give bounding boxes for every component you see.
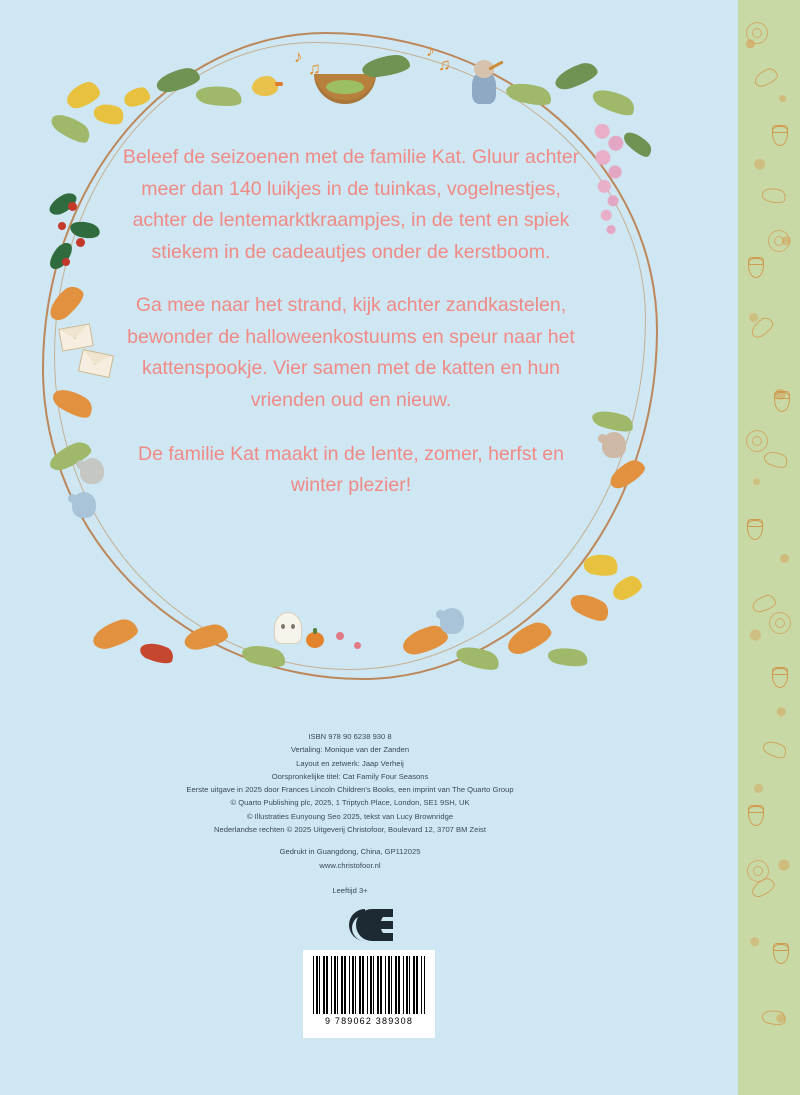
- colophon-group-printing: [100, 845, 600, 872]
- blurb-paragraph-1: Beleef de seizoenen met de familie Kat. Gluur achter meer dan 140 luikjes in de tuinkas, vogelnestjes, achter de lentemarktkraampjes, in de tent en spiek stiekem in de cadeautjes onder de kerstboom.: [122, 146, 580, 263]
- berry-icon: [62, 258, 70, 266]
- colophon-line-printed-in: Gedrukt in Guangdong, China, GP112025: [279, 847, 421, 857]
- oak-leaf-icon: [90, 616, 141, 652]
- heart-icon: [336, 632, 344, 640]
- barcode-digits: 9 789062 389308: [324, 1016, 414, 1026]
- blurb-paragraph-2: Ga mee naar het strand, kijk achter zandkastelen, bewonder de halloweenkostuums en speur naar het kattenspookje. Vier samen met de katten en hun vrienden oud en nieuw.: [127, 294, 575, 412]
- ghost-costume-icon: [274, 612, 302, 644]
- colophon-group-publication: [100, 730, 600, 836]
- age-rating-label: Leeftijd 3+: [332, 886, 368, 895]
- colophon-line-quarto-copyright: © Quarto Publishing plc, 2025, 1 Triptych Place, London, SE1 9SH, UK: [230, 798, 470, 808]
- mouse-icon: [72, 492, 96, 518]
- oak-leaf-icon: [567, 587, 613, 626]
- pumpkin-icon: [306, 632, 324, 648]
- music-notes-icon: ♫: [438, 55, 451, 74]
- leaf-icon: [621, 127, 655, 161]
- colophon-line-dutch-rights: Nederlandse rechten © 2025 Uitgeverij Christofoor, Boulevard 12, 3707 BM Zeist: [214, 824, 486, 834]
- leaf-icon: [552, 60, 600, 93]
- flower-icon: [123, 86, 151, 107]
- leaf-icon: [547, 644, 590, 670]
- mouse-with-flute-icon: [470, 60, 498, 104]
- berry-icon: [58, 222, 66, 230]
- colophon-line-translation: Vertaling: Monique van der Zanden: [290, 745, 410, 755]
- colophon-line-website[interactable]: www.christofoor.nl: [319, 860, 381, 870]
- colophon-line-isbn: ISBN 978 90 6238 930 8: [308, 732, 392, 741]
- music-notes-icon: ♪: [426, 41, 435, 60]
- colophon-line-original-title: Oorspronkelijke titel: Cat Family Four Seasons: [271, 771, 429, 781]
- mouse-icon: [602, 432, 626, 458]
- swirl-icon: [746, 430, 768, 452]
- swirl-icon: [769, 612, 791, 634]
- yellow-bird-icon: [252, 76, 278, 96]
- leaf-icon: [590, 83, 638, 120]
- ce-mark-icon: [341, 905, 399, 945]
- mouse-icon: [440, 608, 464, 634]
- spine-pattern: [738, 0, 800, 1095]
- berry-icon: [76, 238, 85, 247]
- flower-icon: [91, 99, 126, 129]
- heart-icon: [354, 642, 361, 649]
- spine-strip: [738, 0, 800, 1095]
- colophon-line-layout: Layout en zetwerk: Jaap Verheij: [296, 758, 404, 768]
- flower-icon: [609, 573, 644, 602]
- colophon: [100, 730, 600, 872]
- back-cover-blurb: [120, 142, 582, 502]
- leaf-icon: [48, 108, 94, 148]
- colophon-line-illustration-copyright: © Illustraties Eunyoung Seo 2025, tekst van Lucy Brownridge: [246, 811, 454, 821]
- music-notes-icon: ♫: [308, 59, 321, 78]
- berry-icon: [68, 202, 77, 211]
- swirl-icon: [746, 22, 768, 44]
- barcode: [303, 950, 435, 1038]
- mouse-icon: [80, 458, 104, 484]
- swirl-icon: [747, 860, 769, 882]
- autumn-leaf-icon: [138, 638, 176, 667]
- blurb-paragraph-3: De familie Kat maakt in de lente, zomer, herfst en winter plezier!: [138, 442, 564, 497]
- swirl-icon: [768, 230, 790, 252]
- wisteria-icon: [592, 124, 626, 244]
- music-notes-icon: ♪: [294, 47, 303, 66]
- colophon-line-first-edition: Eerste uitgave in 2025 door Frances Lincoln Children's Books, een imprint van The Quarto Group: [186, 785, 514, 795]
- barcode-bars: [313, 956, 425, 1014]
